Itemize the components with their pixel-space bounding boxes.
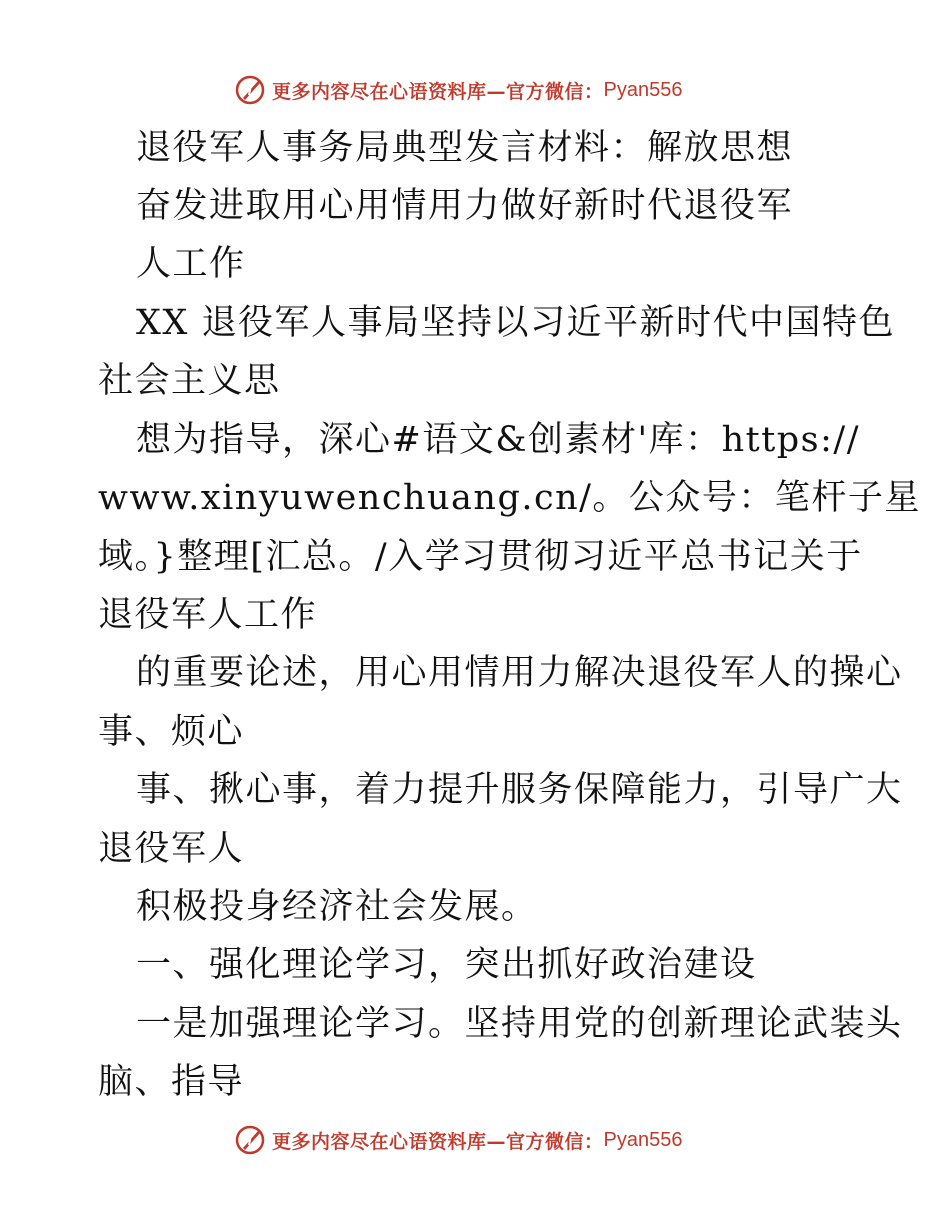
body-line: 事、揪心事，着力提升服务保障能力，引导广大 [136, 770, 903, 810]
section-heading: 一、强化理论学习，突出抓好政治建设 [136, 945, 757, 985]
title-line: 人工作 [136, 244, 246, 284]
body-line: 的重要论述，用心用情用力解决退役军人的操心 [136, 653, 903, 693]
header-wechat-id: Pyan556 [603, 78, 683, 101]
body-line: 退役军人工作 [98, 595, 318, 635]
body-line: www.xinyuwenchuang.cn/。公众号：笔杆子星 [98, 478, 921, 518]
title-line: 退役军人事务局典型发言材料：解放思想 [136, 128, 794, 168]
body-line: 想为指导，深心#语文&创素材'库：https:// [136, 420, 861, 460]
body-line: 社会主义思 [98, 361, 281, 401]
footer-wechat-id: Pyan556 [603, 1128, 683, 1151]
header-banner-text: 更多内容尽在心语资料库—官方微信： [272, 80, 604, 103]
body-line: XX 退役军人事局坚持以习近平新时代中国特色 [136, 303, 895, 343]
body-line: 积极投身经济社会发展。 [136, 887, 538, 927]
body-line: 事、烦心 [98, 712, 245, 752]
header-watermark-banner [234, 73, 682, 107]
body-line: 一是加强理论学习。坚持用党的创新理论武装头 [136, 1004, 903, 1044]
body-line: 退役军人 [98, 829, 245, 869]
body-line: 脑、指导 [98, 1062, 245, 1102]
footer-banner-text: 更多内容尽在心语资料库—官方微信： [272, 1130, 604, 1153]
title-line: 奋发进取用心用情用力做好新时代退役军 [136, 186, 794, 226]
quill-logo-icon [234, 1124, 266, 1156]
quill-logo-icon [234, 74, 266, 106]
footer-watermark-banner [234, 1123, 682, 1157]
body-line: 域。}整理[汇总。/入学习贯彻习近平总书记关于 [98, 537, 863, 577]
